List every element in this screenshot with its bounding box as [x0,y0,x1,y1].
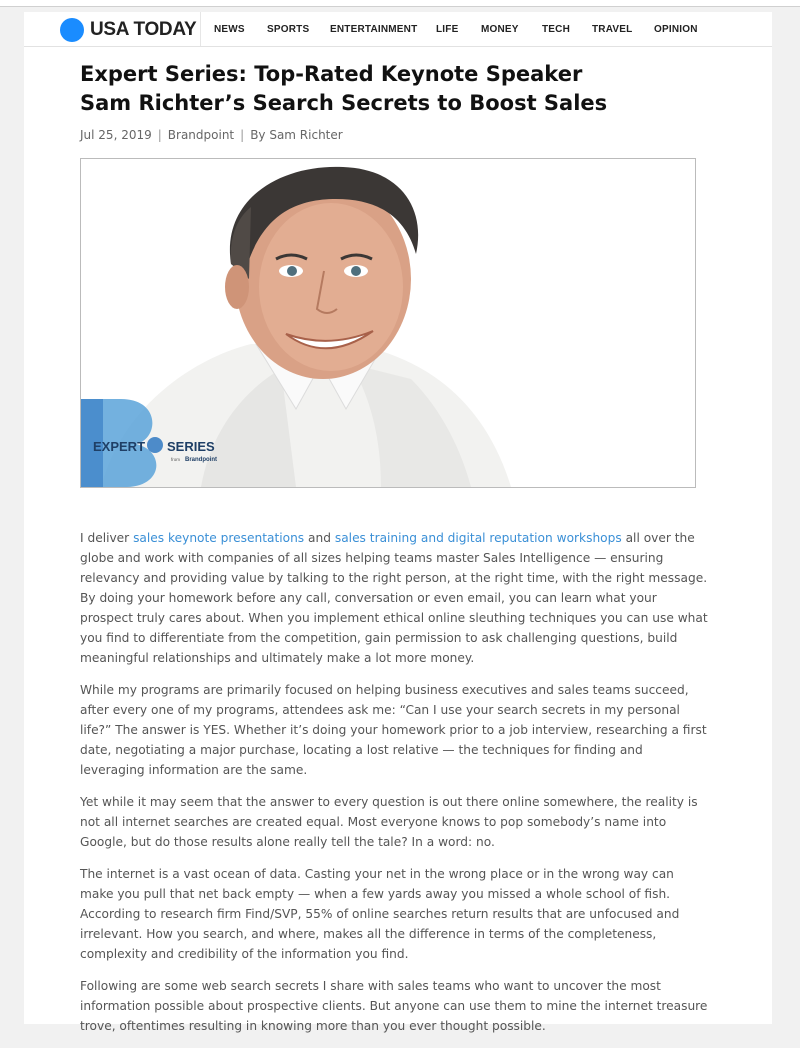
article-source[interactable]: Brandpoint [167,128,235,142]
article-title-line1: Expert Series: Top-Rated Keynote Speaker [80,62,583,86]
nav-item-money[interactable]: MONEY [481,24,519,35]
article-title [80,60,720,118]
paragraph-1: I deliver sales keynote presentations and sales training and digital reputation workshops all over the globe and work with companies of all sizes helping teams master Sales Intelligence — ensuring relevancy and providing value by talking to the right person, at the right time, with the right message. By doing your homework before any call, conversation or even email, you can learn what your prospect truly cares about. When you implement ethical online sleuthing techniques you can use what you find to differentiate from the competition, gain permission to ask challenging questions, build meaningful relationships and ultimately make a lot more money. [80,531,708,665]
nav-item-travel[interactable]: TRAVEL [592,24,633,35]
site-header [24,12,772,47]
hero-image [80,158,696,488]
paragraph-4: The internet is a vast ocean of data. Casting your net in the wrong place or in the wrong way can make you pull that net back empty — when a few yards away you missed a whole school of fish. According to research firm Find/SVP, 55% of online searches return results that are unfocused and irrelevant. How you search, and where, makes all the difference in terms of the completeness, complexity and credibility of the information you find. [80,867,680,961]
badge-from-word: from [171,457,180,462]
usa-today-logo-dot-icon[interactable] [60,18,84,42]
header-divider [200,12,201,46]
portrait-illustration [81,159,695,487]
link-sales-keynote[interactable]: sales keynote presentations [133,531,305,545]
article-meta: Jul 25, 2019 | Brandpoint | By Sam Richter [80,128,343,142]
paragraph-5: Following are some web search secrets I share with sales teams who want to uncover the most information possible about prospective clients. But anyone can use them to mine the internet treasure trove, oftentimes resulting in knowing more than you ever thought possible. [80,979,708,1033]
site-logo-text[interactable]: USA TODAY [90,19,197,40]
article-date: Jul 25, 2019 [80,128,152,142]
link-sales-training[interactable]: sales training and digital reputation workshops [334,531,622,545]
badge-brand-word: Brandpoint [185,457,217,463]
nav-item-opinion[interactable]: OPINION [654,24,698,35]
browser-top-edge [0,0,800,7]
paragraph-3: Yet while it may seem that the answer to every question is out there online somewhere, the reality is not all internet searches are created equal. Most everyone knows to pop somebody’s name into Google, but do those results alone really tell the tale? In a word: no. [80,795,698,849]
paragraph-2: While my programs are primarily focused on helping business executives and sales teams succeed, after every one of my programs, attendees ask me: “Can I use your search secrets in my personal life?” The answer is YES. Whether it’s doing your homework prior to a job interview, researching a first date, negotiating a major purchase, locating a lost relative — the techniques for finding and leveraging information are the same. [80,683,707,777]
nav-item-sports[interactable]: SPORTS [267,24,310,35]
nav-item-news[interactable]: NEWS [214,24,245,35]
nav-item-tech[interactable]: TECH [542,24,571,35]
nav-item-life[interactable]: LIFE [436,24,459,35]
badge-expert-word: EXPERT [93,439,146,454]
badge-series-word: SERIES [167,439,215,454]
nav-item-entertainment[interactable]: ENTERTAINMENT [330,24,418,35]
article-body [80,528,708,1048]
article-title-line2: Sam Richter’s Search Secrets to Boost Sales [80,91,608,115]
article-byline: By Sam Richter [250,128,343,142]
